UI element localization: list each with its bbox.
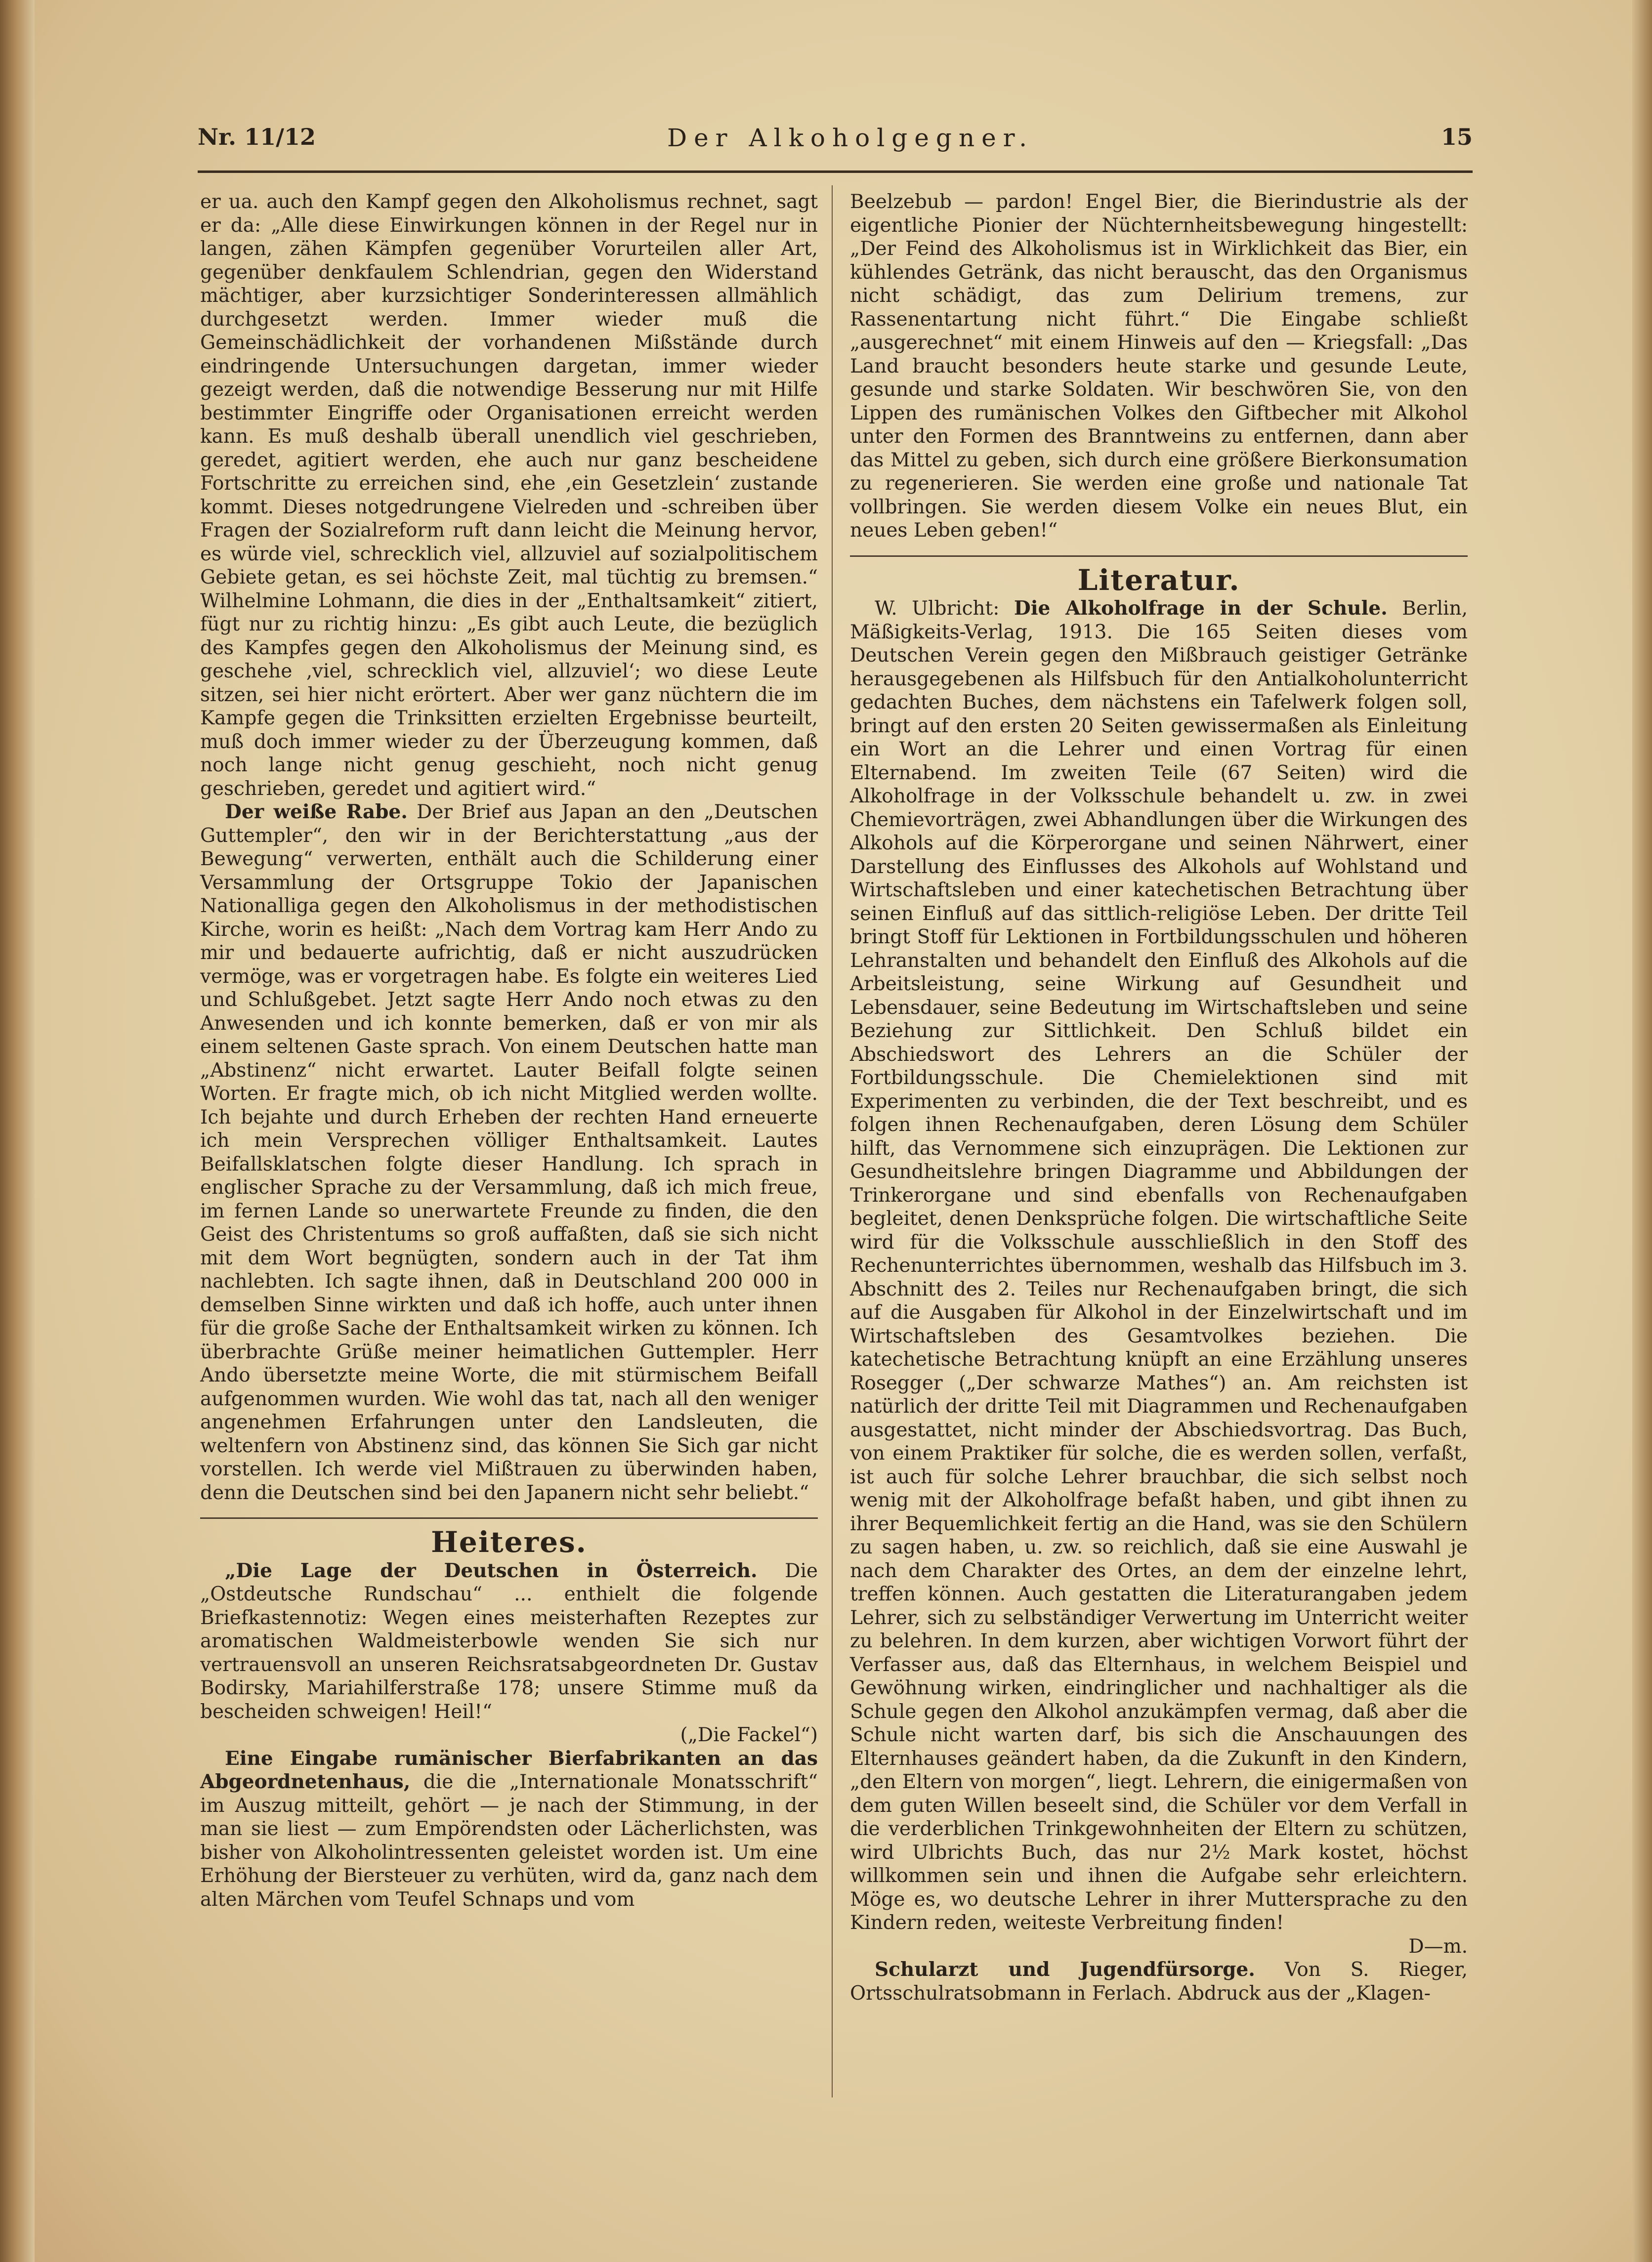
article-paragraph: Beelzebub — pardon! Engel Bier, die Bierindustrie als der eigentliche Pionier der Nüchternheitsbewegung hingestellt: „Der Feind des Alkoholismus ist in Wirklichkeit das Bier, ein kühlendes Getränk, das nicht berauscht, das den Organismus nicht schädigt, das zum Delirium tremens, zur Rassenentartung nicht führt.“ Die Eingabe schließt „ausgerechnet“ mit einem Hinweis auf den — Kriegsfall: „Das Land braucht besonders heute starke und gesunde Leute, gesunde und starke Soldaten. Wir beschwören Sie, von den Lippen des rumänischen Volkes den Giftbecher mit Alkohol unter den Formen des Branntweins zu entfernen, dann aber das Mittel zu geben, sich durch eine größere Bierkonsumation zu regenerieren. Sie werden eine große und nationale Tat vollbringen. Sie werden diesem Volke ein neues Blut, ein neues Leben geben!“ <box>850 191 1468 542</box>
review-paragraph <box>850 1958 1468 2005</box>
left-column <box>200 190 818 1911</box>
review-paragraph <box>850 597 1468 1935</box>
review-signature: D—m. <box>1408 1935 1468 1958</box>
header-rule <box>198 170 1473 173</box>
article-text: Die „Ostdeutsche Rundschau“ ... enthielt die folgende Briefkastennotiz: Wegen eines meisterhaften Rezeptes zur aromatischen Waldmeisterbowle wenden Sie sich nur vertrauensvoll an unseren Reichsratsabgeordneten Dr. Gustav Bodirsky, Mariahilferstraße 178; unsere Stimme muß da bescheiden schweigen! Heil!“ <box>200 1559 818 1723</box>
article-heading: Eine Eingabe rumänischer Bierfabrikanten an das Abgeordnetenhaus, <box>200 1747 818 1793</box>
page-edge <box>1632 0 1652 2262</box>
article-text: die die „Internationale Monatsschrift“ im Auszug mitteilt, gehört — je nach der Stimmung, in der man sie liest — zum Empörendsten oder Lächerlichsten, was bisher von Alkoholintressenten geleistet worden ist. Um eine Erhöhung der Biersteuer zu verhüten, wird da, ganz nach dem alten Märchen vom Teufel Schnaps und vom <box>200 1771 818 1911</box>
article-paragraph <box>200 1747 818 1912</box>
article-heading: „Die Lage der Deutschen in Österreich. <box>225 1559 758 1582</box>
review-text: Von S. Rieger, Ortsschulratsobmann in Ferlach. Abdruck aus der „Klagen- <box>850 1959 1468 2005</box>
journal-title: Der Alkoholgegner. <box>667 124 1034 152</box>
review-text: Berlin, Mäßigkeits-Verlag, 1913. Die 165 Seiten dieses vom Deutschen Verein gegen den Mißbrauch geistiger Getränke herausgegebenen als Hilfsbuch für den Antialkoholunterricht gedachten Buches, dem nächstens ein Tafelwerk folgen soll, bringt auf den ersten 20 Seiten gewissermaßen als Einleitung ein Wort an die Lehrer und einen Vortrag für einen Elternabend. Im zweiten Teile (67 Seiten) wird die Alkoholfrage in der Volksschule behandelt u. zw. in zwei Chemievorträgen, zwei Abhandlungen über die Wirkungen des Alkohols auf die Körperorgane und seinen Nährwert, einer Darstellung des Einflusses des Alkohols auf Wohlstand und Wirtschaftsleben und einer katechetischen Betrachtung über seinen Einfluß auf das sittlich-religiöse Leben. Der dritte Teil bringt Stoff für Lektionen in Fortbildungsschulen und höheren Lehranstalten und behandelt den Einfluß des Alkohols auf die Arbeitsleistung, seine Wirkung auf Gesundheit und Lebensdauer, seine Bedeutung im Wirtschaftsleben und seine Beziehung zur Sittlichkeit. Den Schluß bildet ein Abschiedswort des Lehrers an die Schüler der Fortbildungsschule. Die Chemielektionen sind mit Experimenten zu verbinden, die der Text beschreibt, und es folgen ihnen Rechenaufgaben, deren Lösung dem Schüler hilft, das Vernommene sich einzuprägen. Die Lektionen zur Gesundheitslehre bringen Diagramme und Abbildungen der Trinkerorgane und sind ebenfalls von Rechenaufgaben begleitet, denen Denksprüche folgen. Die wirtschaftliche Seite wird für die Volksschule ausschließlich in den Stoff des Rechenunterrichtes übernommen, weshalb das Hilfsbuch im 3. Abschnitt des 2. Teiles nur Rechenaufgaben bringt, die sich auf die Ausgaben für Alkohol in der Einzelwirtschaft und im Wirtschaftsleben des Gesamtvolkes beziehen. Die katechetische Betrachtung knüpft an eine Erzählung unseres Rosegger („Der schwarze Mathes“) an. Am reichsten ist natürlich der dritte Teil mit Diagrammen und Rechenaufgaben ausgestattet, nicht minder der Abschiedsvortrag. Das Buch, von einem Praktiker für solche, die es werden sollen, verfaßt, ist auch für solche Lehrer brauchbar, die sich selbst noch wenig mit der Alkoholfrage befaßt haben, und gibt ihnen zu ihrer Bequemlichkeit fertig an die Hand, was sie den Schülern zu sagen haben, u. zw. so reichlich, daß sie eine Auswahl je nach dem Charakter des Ortes, an dem der einzelne lehrt, treffen können. Auch gestatten die Literaturangaben jedem Lehrer, sich zu selbständiger Verwertung im Unterricht weiter zu belehren. In dem kurzen, aber wichtigen Vorwort führt der Verfasser aus, daß das Elternhaus, in welchem Beispiel und Gewöhnung wirken, eindringlicher und nachhaltiger als die Schule gegen den Alkohol anzukämpfen vermag, daß aber die Schule nicht warten darf, bis sich die Anschauungen des Elternhauses geändert haben, da die Zukunft in den Kindern, „den Eltern von morgen“, liegt. Lehrern, die einigermaßen von dem guten Willen beseelt sind, die Schüler vor dem Verfall in die verderblichen Trinkgewohnheiten der Eltern zu schützen, wird Ulbrichts Buch, das nur 2½ Mark kostet, höchst willkommen sein und ihnen die Aufgabe sehr erleichtern. Möge es, wo deutsche Lehrer in ihrer Muttersprache zu den Kindern reden, weiteste Verbreitung finden! <box>850 597 1468 1934</box>
page-spine-shadow <box>0 0 35 2262</box>
article-text: Der Brief aus Japan an den „Deutschen Guttempler“, den wir in der Berichterstattung „aus der Bewegung“ verwerten, enthält auch die Schilderung einer Versammlung der Ortsgruppe Tokio der Japanischen Nationalliga gegen den Alkoholismus in der methodistischen Kirche, worin es heißt: „Nach dem Vortrag kam Herr Ando zu mir und bedauerte aufrichtig, daß er nicht auszudrücken vermöge, was er vorgetragen habe. Es folgte ein weiteres Lied und Schlußgebet. Jetzt sagte Herr Ando noch etwas zu den Anwesenden und ich konnte bemerken, daß er von mir als einem seltenen Gaste sprach. Von einem Deutschen hatte man „Abstinenz“ nicht erwartet. Lauter Beifall folgte seinen Worten. Er fragte mich, ob ich nicht Mitglied werden wollte. Ich bejahte und durch Erheben der rechten Hand erneuerte ich mein Versprechen völliger Enthaltsamkeit. Lautes Beifallsklatschen folgte dieser Handlung. Ich sprach in englischer Sprache zu der Versammlung, daß ich mich freue, im fernen Lande so unerwartete Freunde zu finden, die den Geist des Christentums so groß auffaßten, daß sie sich nicht mit dem Wort begnügten, sondern auch in der Tat ihm nachlebten. Ich sagte ihnen, daß in Deutschland 200 000 in demselben Sinne wirkten und daß ich hoffe, auch unter ihnen für die große Sache der Enthaltsamkeit wirken zu können. Ich überbrachte Grüße meiner heimatlichen Guttempler. Herr Ando übersetzte meine Worte, die mit stürmischem Beifall aufgenommen wurden. Wie wohl das tat, nach all den weniger angenehmen Erfahrungen unter den Landsleuten, die weltenfern von Abstinenz sind, das können Sie Sich gar nicht vorstellen. Ich werde viel Mißtrauen zu überwinden haben, denn die Deutschen sind bei den Japanern nicht sehr beliebt.“ <box>200 801 818 1504</box>
review-author: W. Ulbricht: <box>875 597 1014 620</box>
page-number: 15 <box>1440 124 1473 150</box>
source-citation: („Die Fackel“) <box>680 1724 818 1746</box>
article-paragraph <box>200 1559 818 1724</box>
review-book-title: Schularzt und Jugendfürsorge. <box>875 1958 1255 1981</box>
section-divider <box>850 555 1468 557</box>
section-divider <box>200 1517 818 1519</box>
article-paragraph: er ua. auch den Kampf gegen den Alkoholismus rechnet, sagt er da: „Alle diese Einwirkungen können in der Regel nur in langen, zähen Kämpfen gegenüber Vorurteilen aller Art, gegenüber denkfaulem Schlendrian, gegen den Widerstand mächtiger, aber kurzsichtiger Sonderinteressen allmählich durchgesetzt werden. Immer wieder muß die Gemeinschädlichkeit der vorhandenen Mißstände durch eindringende Untersuchungen dargetan, immer wieder gezeigt werden, daß die notwendige Besserung nur mit Hilfe bestimmter Eingriffe oder Organisationen erreicht werden kann. Es muß deshalb überall unendlich viel geschrieben, geredet, agitiert werden, ehe auch nur ganz bescheidene Fortschritte zu erreichen sind, ehe ‚ein Gesetzlein‘ zustande kommt. Dieses notgedrungene Vielreden und -schreiben über Fragen der Sozialreform ruft dann leicht die Meinung hervor, es würde viel, schrecklich viel, allzuviel auf sozialpolitischem Gebiete getan, es sei höchste Zeit, mal tüchtig zu bremsen.“ Wilhelmine Lohmann, die dies in der „Enthaltsamkeit“ zitiert, fügt nur zu richtig hinzu: „Es gibt auch Leute, die bezüglich des Kampfes gegen den Alkoholismus der Meinung sind, es geschehe ‚viel, schrecklich viel, allzuviel‘; wo diese Leute sitzen, sei hier nicht erörtert. Aber wer ganz nüchtern die im Kampfe gegen die Trinksitten erzielten Ergebnisse beurteilt, muß doch immer wieder zu der Überzeugung kommen, daß noch lange nicht genug geschieht, noch nicht genug geschrieben, geredet und agitiert wird.“ <box>200 191 818 800</box>
article-heading: Der weiße Rabe. <box>225 800 408 823</box>
column-divider <box>832 185 833 2097</box>
running-header <box>198 124 1473 163</box>
article-paragraph <box>200 800 818 1505</box>
section-title: Heiteres. <box>431 1525 587 1559</box>
right-column <box>850 190 1468 2005</box>
issue-number: Nr. 11/12 <box>198 124 316 150</box>
review-book-title: Die Alkoholfrage in der Schule. <box>1014 597 1388 620</box>
section-title: Literatur. <box>1077 563 1240 597</box>
